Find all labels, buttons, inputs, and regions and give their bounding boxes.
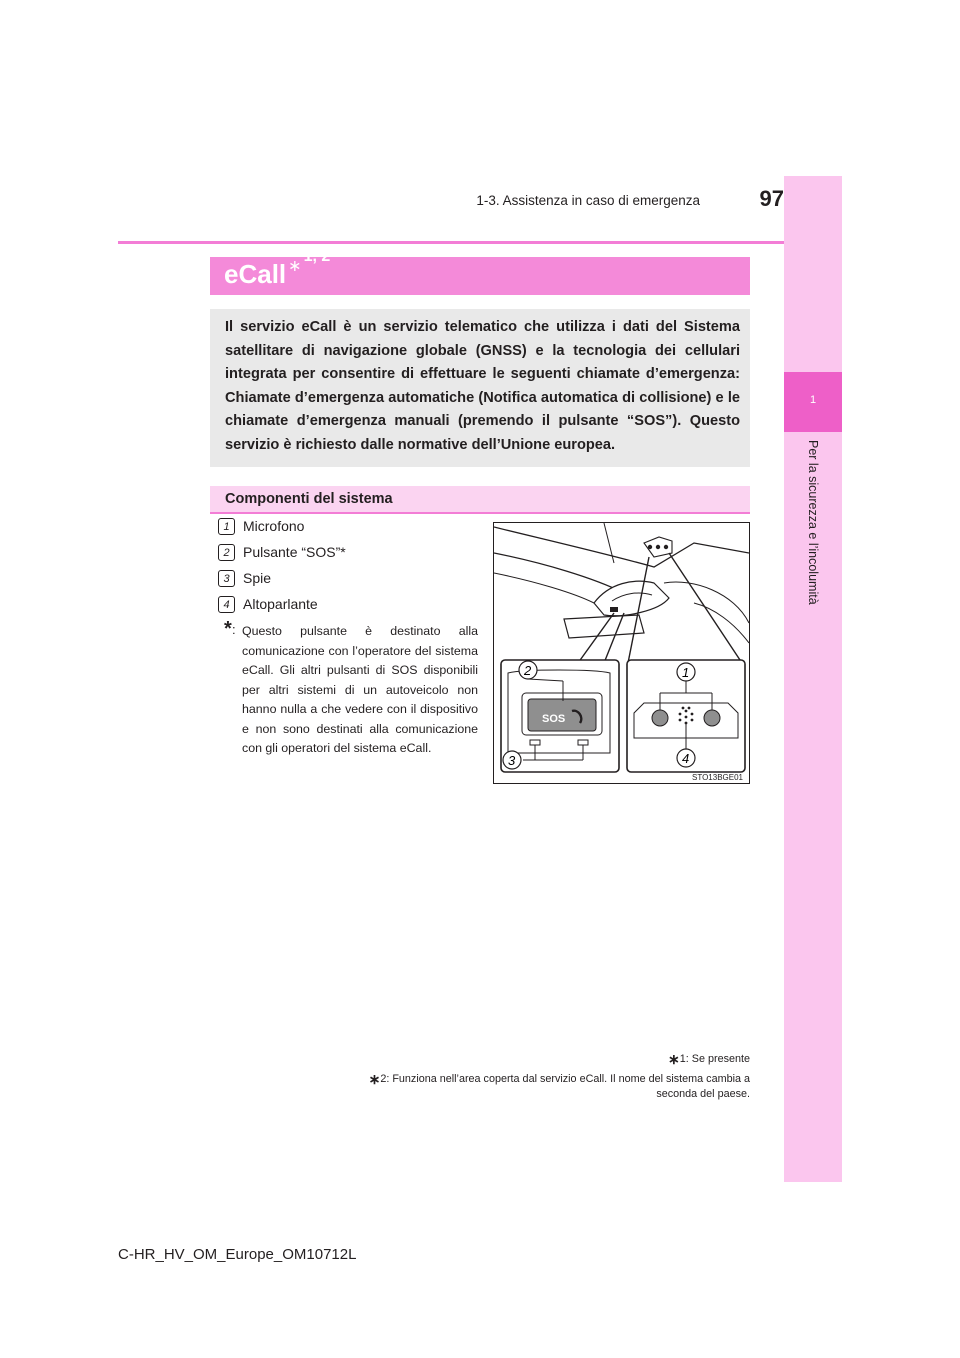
intro-text: Il servizio eCall è un servizio telematico che utilizza i dati del Sistema satellitare di navigazione globale (GNSS) e la tecnologia dei cellulari integrata per consentire di effettuare le seguenti chiamate d’emergenza: Chiamate d’emergenza automatiche (Notifica automatica di collisione) e le chiamate d’emergenza manuali (premendo il pulsante “SOS”). Questo servizio è richiesto dalle normative dell’Unione europea. [225,319,740,453]
section-title: 1-3. Assistenza in caso di emergenza [476,193,700,208]
figure-code: STO13BGE01 [692,773,743,782]
title-superscript: 1, 2 [303,248,331,266]
page-number: 97 [759,186,784,211]
item-label: Spie [243,570,272,586]
header-rule [118,241,784,244]
footnote-2-text: 2: Funziona nell’area coperta dal servizio eCall. Il nome del sistema cambia a seconda del paese. [380,1073,750,1100]
sos-note: Questo pulsante è destinato alla comunicazione con l’operatore del sistema eCall. Gli altri pulsanti di SOS disponibili per altri sistemi di un autoveicolo non hanno nulla a che vedere con il dispositivo e non sono destinati alla comunicazione con gli operatori del sistema eCall. [242,624,478,755]
item-label: Altoparlante [243,596,318,612]
callout-4-number: 4 [682,751,690,766]
chapter-number: 1 [809,394,817,406]
footnote-1-star: ∗ [668,1051,680,1067]
document-code-footer: C-HR_HV_OM_Europe_OM10712L [118,1246,357,1263]
chapter-title: Per la sicurezza e l’incolumità [806,440,820,605]
title-star: ∗ [288,258,302,275]
sos-button-label: SOS [542,713,566,725]
footnote-2 [350,1072,750,1102]
page-title-bar [210,248,750,295]
footnote-1 [420,1051,750,1068]
chapter-title-tab [784,440,842,820]
callout-1 [677,663,695,681]
components-heading-bar [210,486,750,514]
ecall-components-figure [493,522,750,784]
components-heading: Componenti del sistema [225,491,393,507]
intro-box [210,309,750,467]
item-number-badge: 2 [218,544,235,561]
item-number-badge: 3 [218,570,235,587]
item-number-badge: 1 [218,518,235,535]
item-label: Pulsante “SOS”* [243,544,346,560]
chapter-number-tab [784,372,842,432]
callout-4 [677,749,695,767]
ecall-illustration [494,523,749,783]
footnote-1-text: 1: Se presente [679,1053,750,1065]
callout-2-number: 2 [524,663,532,678]
callout-1-number: 1 [682,665,690,680]
footnote-2-star: ∗ [368,1071,381,1087]
title-text: eCall [224,259,287,289]
note-colon: : [232,622,236,637]
page-title [224,248,331,290]
item-number-badge: 4 [218,596,235,613]
callout-3 [503,751,521,769]
note-asterisk: * [224,618,232,640]
callout-3-number: 3 [508,753,516,768]
item-label: Microfono [243,518,305,534]
